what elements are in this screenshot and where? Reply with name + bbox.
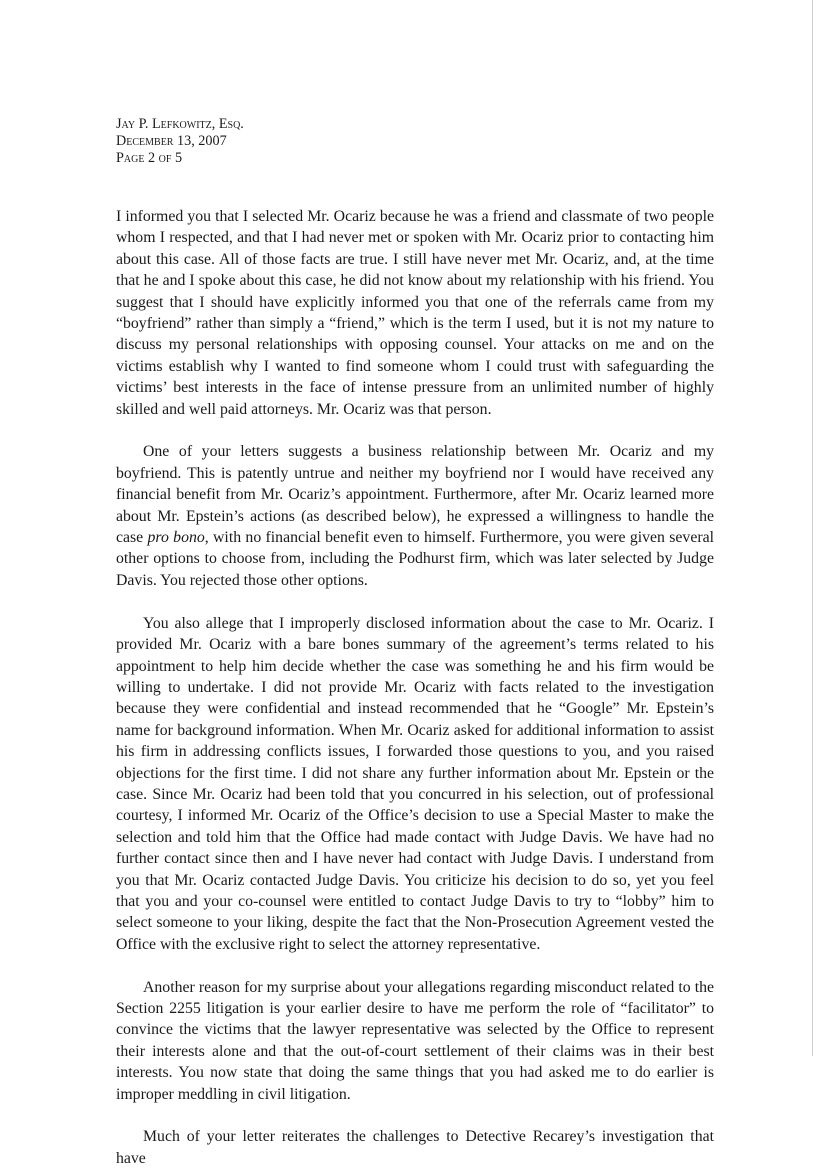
recipient-name: Jay P. Lefkowitz, Esq. xyxy=(116,116,244,132)
paragraph-1: I informed you that I selected Mr. Ocariz because he was a friend and classmate of two people whom I respected, and that I had never met or spoken with Mr. Ocariz prior to contacting him about this case. All of those facts are true. I still have never met Mr. Ocariz, and, at the time that he and I spoke about this case, he did not know about my relationship with his friend. You suggest that I should have explicitly informed you that one of the referrals came from my “boyfriend” rather than simply a “friend,” which is the term I used, but it is not my nature to discuss my personal relationships with opposing counsel. Your attacks on me and on the victims establish why I wanted to find someone whom I could trust with safeguarding the victims’ best interests in the face of intense pressure from an unlimited number of highly skilled and well paid attorneys. Mr. Ocariz was that person. xyxy=(116,208,714,418)
paragraph-4: Another reason for my surprise about your allegations regarding misconduct related to the Section 2255 litigation is your earlier desire to have me perform the role of “facilitator” to convince the victims that the lawyer representative was selected by the Office to represent their interests alone and that the out-of-court settlement of their claims was in their best interests. You now state that doing the same things that you had asked me to do earlier is improper meddling in civil litigation. xyxy=(116,978,714,1103)
paragraph-2-part-2: , with no financial benefit even to himself. Furthermore, you were given several other options to choose from, including the Podhurst firm, which was later selected by Judge Davis. You rejected those other options. xyxy=(116,529,714,589)
page-number: Page 2 of 5 xyxy=(116,150,183,166)
letter-body xyxy=(116,206,714,1169)
paragraph-3: You also allege that I improperly disclosed information about the case to Mr. Ocariz. I provided Mr. Ocariz with a bare bones summary of the agreement’s terms related to his appointment to help him decide whether the case was something he and his firm would be willing to undertake. I did not provide Mr. Ocariz with facts related to the investigation because they were confidential and instead recommended that he “Google” Mr. Epstein’s name for background information. When Mr. Ocariz asked for additional information to assist his firm in addressing conflicts issues, I forwarded those questions to you, and you raised objections for the first time. I did not share any further information about Mr. Epstein or the case. Since Mr. Ocariz had been told that you concurred in his selection, out of professional courtesy, I informed Mr. Ocariz of the Office’s decision to use a Special Master to make the selection and told him that the Office had made contact with Judge Davis. We have had no further contact since then and I have never had contact with Judge Davis. I understand from you that Mr. Ocariz contacted Judge Davis. You criticize his decision to do so, yet you feel that you and your co-counsel were entitled to contact Judge Davis to try to “lobby” him to select someone to your liking, despite the fact that the Non-Prosecution Agreement vested the Office with the exclusive right to select the attorney representative. xyxy=(116,614,714,953)
letter-date: December 13, 2007 xyxy=(116,133,227,149)
letter-header xyxy=(116,116,244,167)
page-edge-line xyxy=(812,0,813,1056)
paragraph-2-part-1: One of your letters suggests a business relationship between Mr. Ocariz and my boyfriend. This is patently untrue and neither my boyfriend nor I would have received any financial benefit from Mr. Ocariz’s appointment. Furthermore, after Mr. Ocariz learned more about Mr. Epstein’s actions (as described below), he expressed a willingness to handle the case xyxy=(116,443,714,547)
paragraph-5: Much of your letter reiterates the challenges to Detective Recarey’s investigation that have xyxy=(116,1128,714,1167)
paragraph-2 xyxy=(116,441,714,591)
pro-bono-italic: pro bono xyxy=(147,529,205,547)
